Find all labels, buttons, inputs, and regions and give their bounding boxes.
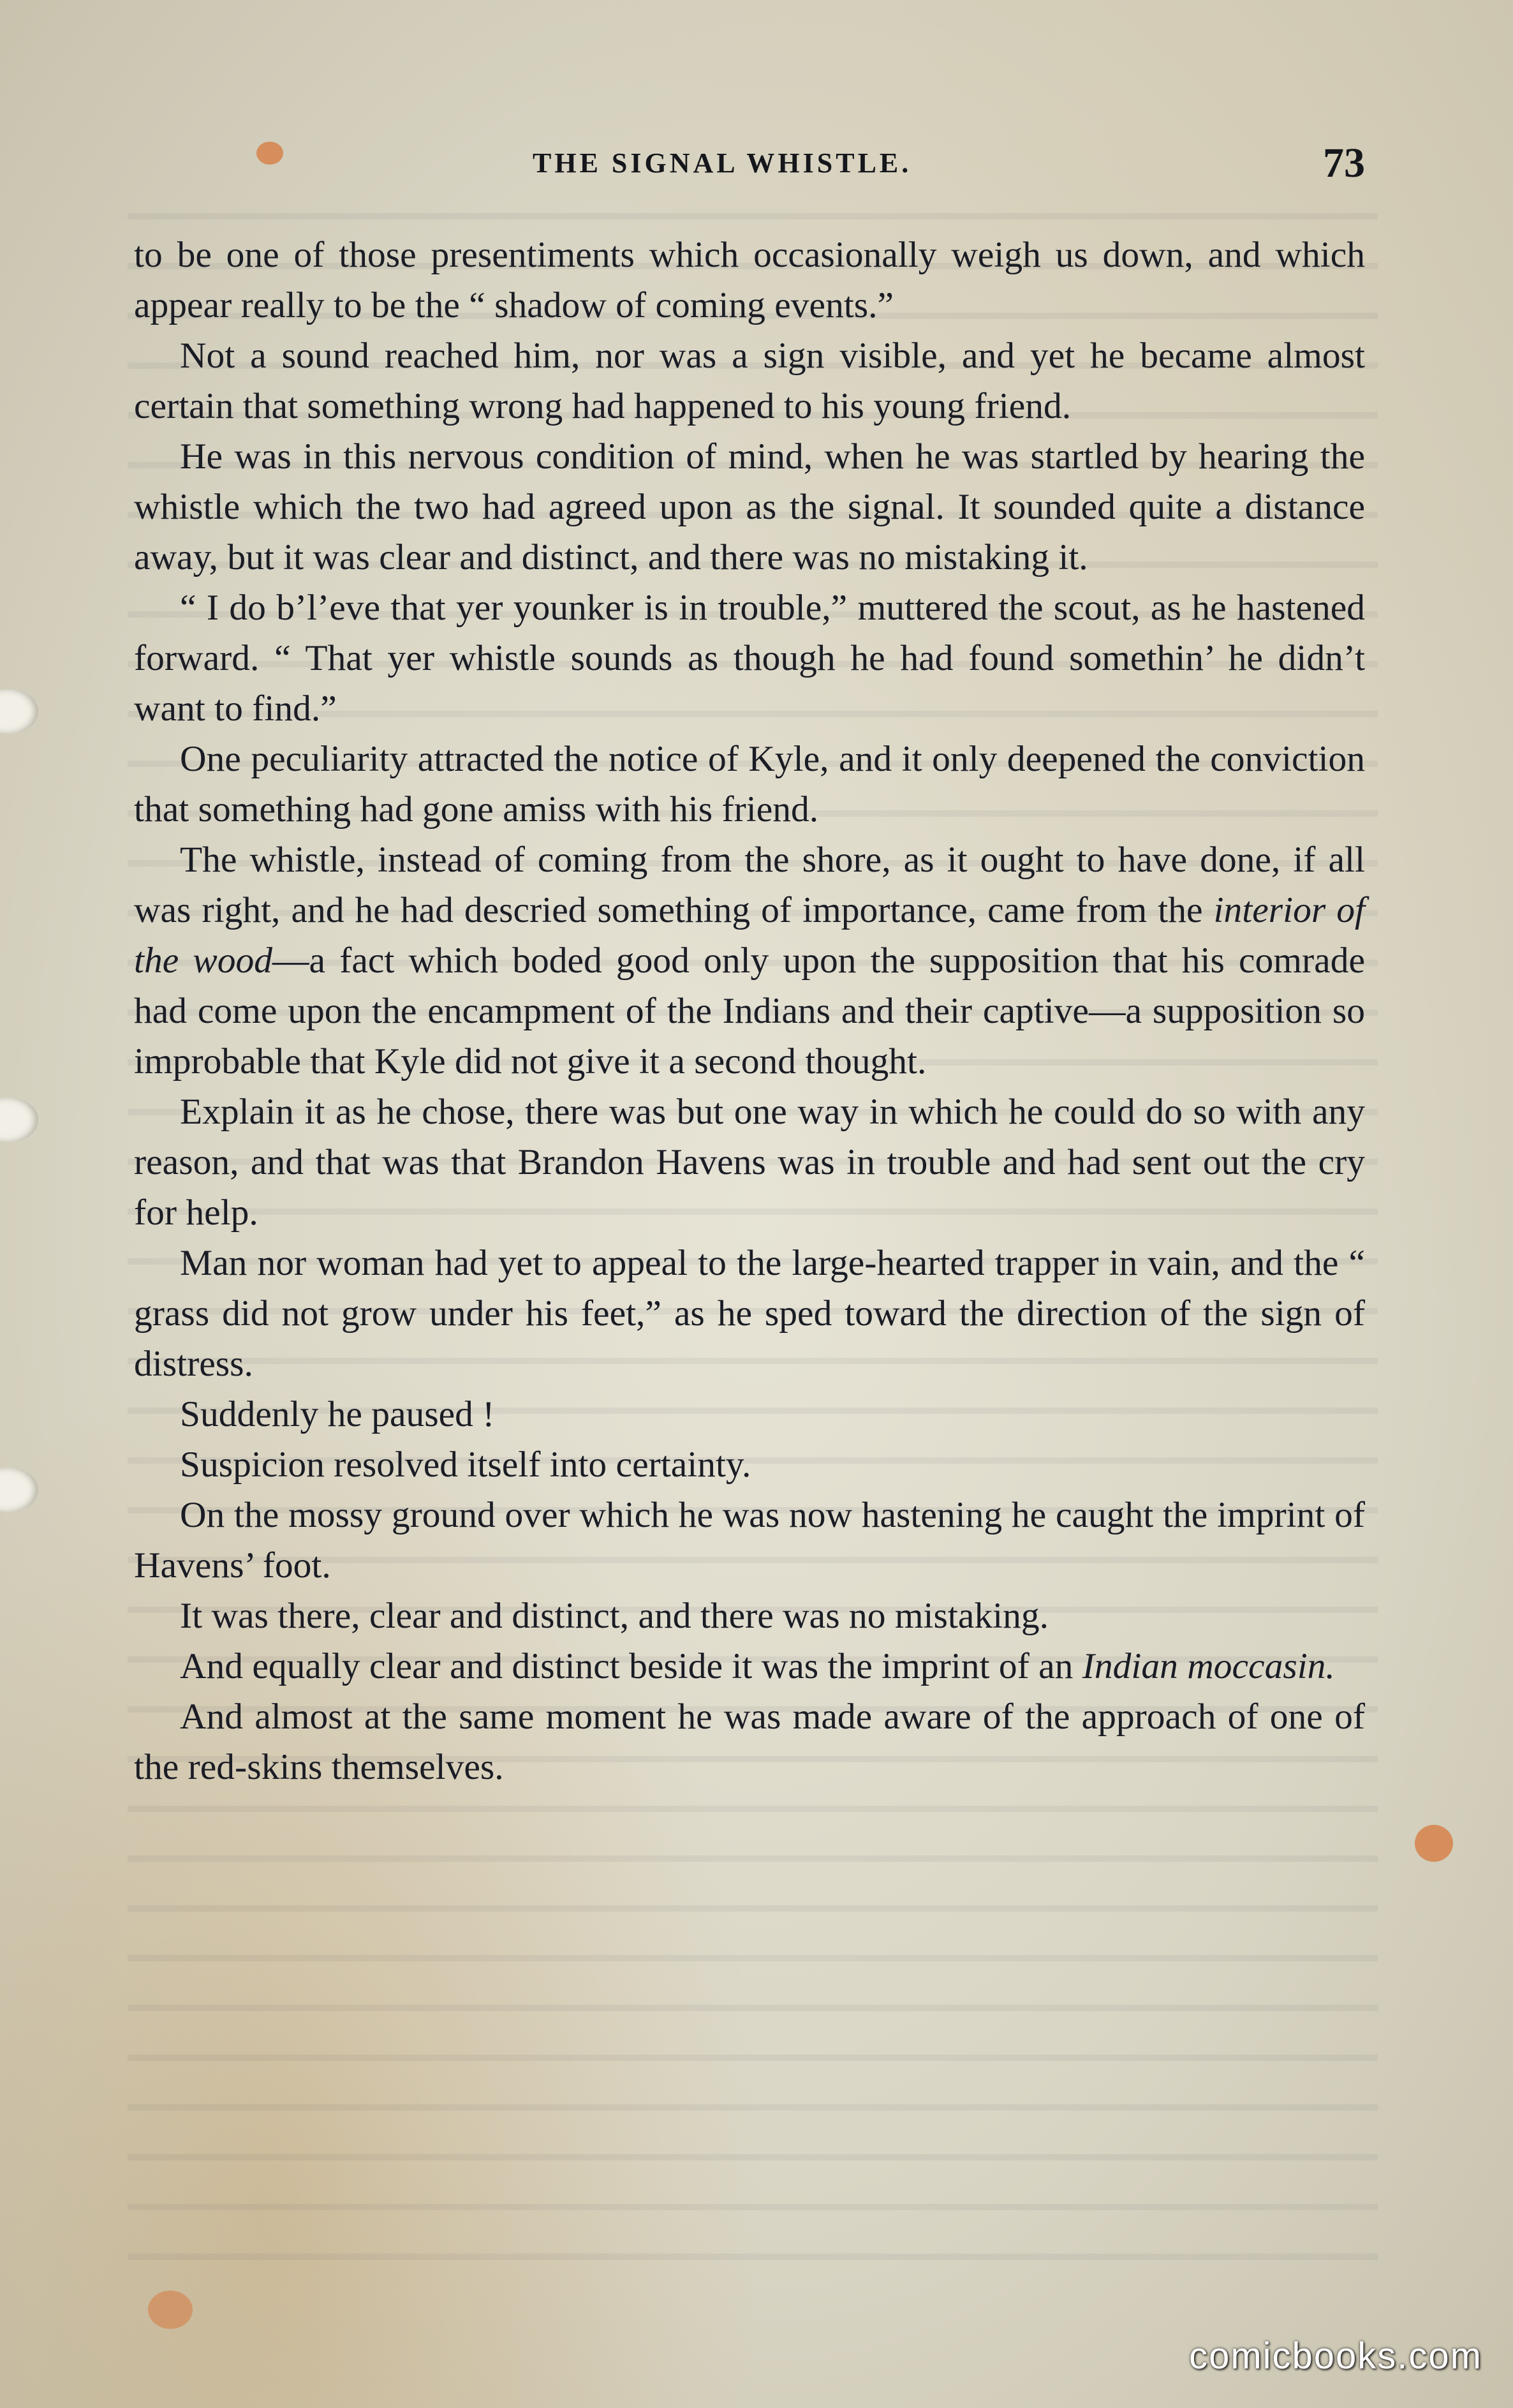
text-run: The whistle, instead of coming from the shore, as it ought to have done, if all was right, and he had descried something of importance, came from the [134,840,1365,930]
text-run: One peculiarity attracted the notice of Kyle, and it only deepened the conviction that something had gone amiss with his friend. [134,739,1365,829]
text-run: Suspicion resolved itself into certainty. [180,1445,751,1485]
running-head: THE SIGNAL WHISTLE. [533,147,912,179]
paragraph [134,1238,1365,1389]
text-run: Man nor woman had yet to appeal to the large-hearted trapper in vain, and the “ grass did not grow under his feet,” as he sped toward the direction of the sign of distress. [134,1243,1365,1384]
page-number: 73 [1323,140,1365,186]
text-run: And almost at the same moment he was made aware of the approach of one of the red-skins themselves. [134,1697,1365,1787]
paragraph [134,583,1365,734]
paragraph [134,1591,1365,1641]
italic-text: interior of the wood [134,890,1365,981]
italic-text: Indian moccasin. [1082,1646,1335,1686]
text-run: Suddenly he paused ! [180,1394,495,1434]
foxing-stain [1415,1825,1453,1862]
paragraph [134,835,1365,1087]
paragraph [134,431,1365,583]
text-run: Not a sound reached him, nor was a sign visible, and yet he became almost certain that something wrong had happened to his young friend. [134,336,1365,426]
text-run: Explain it as he chose, there was but one way in which he could do so with any reason, and that was that Brandon Havens was in trouble and had sent out the cry for help. [134,1092,1365,1233]
paragraph [134,230,1365,331]
binding-hole [0,1468,38,1512]
text-run: On the mossy ground over which he was now hastening he caught the imprint of Havens’ foot. [134,1495,1365,1586]
text-run: —a fact which boded good only upon the supposition that his comrade had come upon the encampment of the Indians and their captive—a supposition so improbable that Kyle did not give it a second thought. [134,940,1365,1081]
paragraph [134,1641,1365,1691]
paragraph [134,331,1365,431]
body-text [134,230,1365,1792]
paragraph [134,1490,1365,1591]
text-run: It was there, clear and distinct, and there was no mistaking. [180,1596,1049,1636]
text-run: And equally clear and distinct beside it was the imprint of an [180,1646,1082,1686]
foxing-stain [148,2291,193,2329]
text-run: to be one of those presentiments which occasionally weigh us down, and which appear really to be the “ shadow of coming events.” [134,235,1365,325]
text-run: “ I do b’l’eve that yer younker is in trouble,” muttered the scout, as he hastened forward. “ That yer whistle sounds as though he had found somethin’ he didn’t want to find.” [134,588,1365,729]
text-run: He was in this nervous condition of mind, when he was startled by hearing the whistle which the two had agreed upon as the signal. It sounded quite a distance away, but it was clear and distinct, and there was no mistaking it. [134,436,1365,577]
watermark: comicbooks.com [1189,2335,1482,2377]
page-header [140,139,1365,197]
paragraph [134,734,1365,835]
paragraph [134,1087,1365,1238]
paragraph [134,1691,1365,1792]
binding-hole [0,689,38,734]
paragraph [134,1389,1365,1439]
paragraph [134,1439,1365,1490]
binding-hole [0,1097,38,1142]
